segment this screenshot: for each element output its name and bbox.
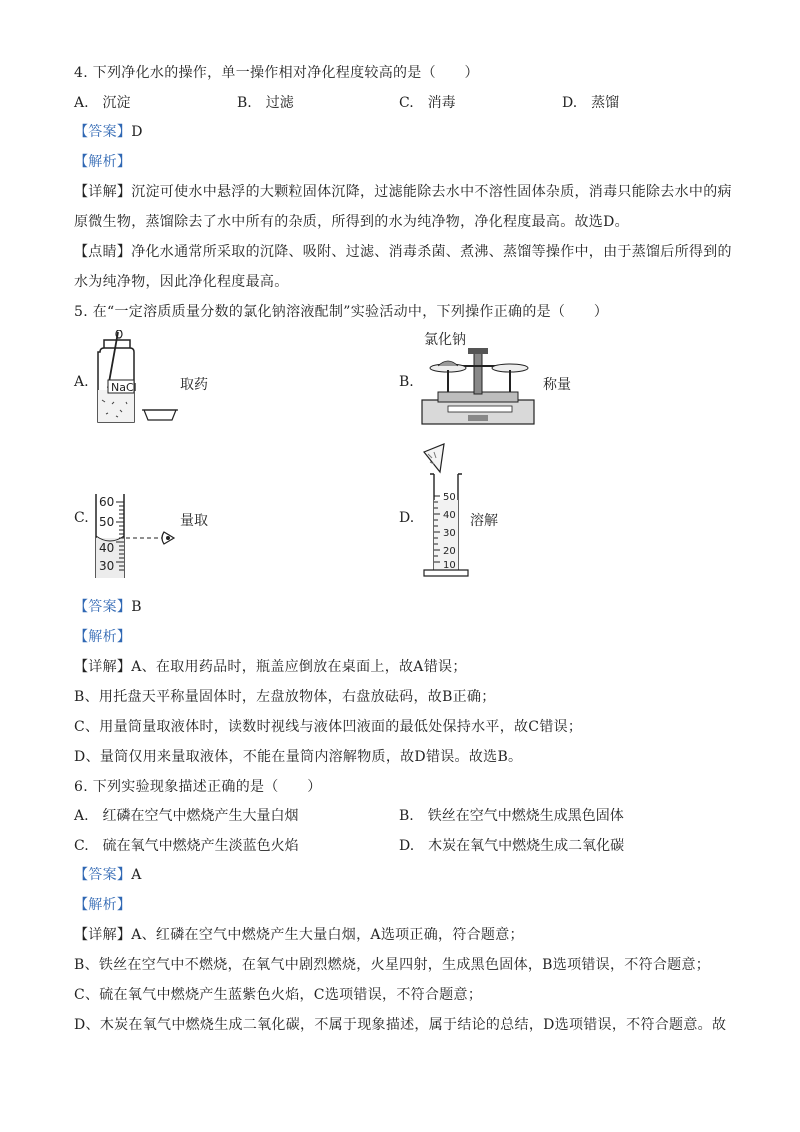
q4-option-a: A. 沉淀 (74, 95, 131, 111)
q5-analysis-tag: 【解析】 (74, 629, 132, 645)
q4-answer: D (131, 124, 143, 140)
q6-answer: A (131, 867, 142, 883)
q5-detail-line3: C、用量筒量取液体时，读数时视线与液体凹液面的最低处保持水平，故C错误； (74, 719, 583, 735)
q6-option-c: C. 硫在氧气中燃烧产生淡蓝色火焰 (74, 838, 299, 854)
graduated-cylinder-reading-figure (90, 492, 190, 580)
balance-figure (418, 330, 538, 430)
q6-option-a: A. 红磷在空气中燃烧产生大量白烟 (74, 808, 299, 824)
cyl-d-tick-30: 30 (443, 528, 456, 539)
answer-tag: 【答案】 (74, 124, 132, 140)
answer-tag: 【答案】 (74, 867, 132, 883)
q6-option-d: D. 木炭在氧气中燃烧生成二氧化碳 (399, 838, 625, 854)
cyl-d-tick-50: 50 (443, 492, 456, 503)
bottle-label: NaCl (111, 381, 137, 394)
fig-a-letter: A. (74, 374, 89, 390)
detail-tag: 【详解】 (74, 927, 132, 943)
fig-a-label: 取药 (180, 377, 208, 393)
fig-b-label: 称量 (543, 377, 571, 393)
q6-detail-line3: C、硫在氧气中燃烧产生蓝紫色火焰，C选项错误，不符合题意； (74, 987, 483, 1003)
tip-tag: 【点睛】 (74, 244, 132, 260)
q5-stem: 5. 在“一定溶质质量分数的氯化钠溶液配制”实验活动中，下列操作正确的是（ ） (74, 304, 609, 320)
cyl-c-tick-50: 50 (99, 515, 115, 529)
q6-detail-line4: D、木炭在氧气中燃烧生成二氧化碳，不属于现象描述，属于结论的总结，D选项错误，不符合题意。故 (74, 1017, 727, 1033)
q5-detail-line4: D、量筒仅用来量取液体，不能在量筒内溶解物质，故D错误。故选B。 (74, 749, 523, 765)
q6-answer-line (74, 866, 142, 884)
q6-analysis-tag: 【解析】 (74, 897, 132, 913)
fig-c-letter: C. (74, 510, 89, 526)
fig-d-label: 溶解 (470, 513, 498, 529)
q4-tip-line1 (74, 243, 732, 261)
cyl-c-tick-30: 30 (99, 559, 115, 573)
q4-answer-line (74, 123, 143, 141)
q4-tip-text1: 净化水通常所采取的沉降、吸附、过滤、消毒杀菌、煮沸、蒸馏等操作中，由于蒸馏后所得到的 (131, 244, 732, 260)
q5-detail-line2: B、用托盘天平称量固体时，左盘放物体，右盘放砝码，故B正确； (74, 689, 496, 705)
q6-stem: 6. 下列实验现象描述正确的是（ ） (74, 779, 322, 795)
q5-answer-line (74, 598, 142, 616)
q5-answer: B (131, 599, 142, 615)
q4-tip-line2: 水为纯净物，因此净化程度最高。 (74, 274, 289, 290)
answer-tag: 【答案】 (74, 599, 132, 615)
q4-option-c: C. 消毒 (399, 95, 456, 111)
fig-b-letter: B. (399, 374, 414, 390)
q4-analysis-tag: 【解析】 (74, 154, 132, 170)
q4-detail-text1: 沉淀可使水中悬浮的大颗粒固体沉降，过滤能除去水中不溶性固体杂质，消毒只能除去水中的病 (131, 184, 732, 200)
q4-option-b: B. 过滤 (237, 95, 294, 111)
fig-c-label: 量取 (180, 513, 208, 529)
q4-detail-line2: 原微生物，蒸馏除去了水中所有的杂质，所得到的水为纯净物，净化程度最高。故选D。 (74, 214, 629, 230)
q6-option-b: B. 铁丝在空气中燃烧生成黑色固体 (399, 808, 624, 824)
cyl-d-tick-40: 40 (443, 510, 456, 521)
q5-detail-text1: A、在取用药品时，瓶盖应倒放在桌面上，故A错误； (131, 659, 467, 675)
detail-tag: 【详解】 (74, 659, 132, 675)
detail-tag: 【详解】 (74, 184, 132, 200)
q6-detail-line2: B、铁丝在空气中不燃烧，在氧气中剧烈燃烧，火星四射，生成黑色固体，B选项错误，不符合题意； (74, 957, 711, 973)
q4-stem: 4. 下列净化水的操作，单一操作相对净化程度较高的是（ ） (74, 65, 479, 81)
q5-detail-line1 (74, 658, 467, 676)
fig-d-letter: D. (399, 510, 415, 526)
q6-detail-line1 (74, 926, 524, 944)
cyl-c-tick-40: 40 (99, 541, 115, 555)
cyl-c-tick-60: 60 (99, 495, 115, 509)
cyl-d-tick-10: 10 (443, 560, 456, 571)
cyl-d-tick-20: 20 (443, 546, 456, 557)
balance-top-text: 氯化钠 (424, 332, 466, 348)
q6-detail-text1: A、红磷在空气中燃烧产生大量白烟，A选项正确，符合题意； (131, 927, 524, 943)
q4-detail-line1 (74, 183, 732, 201)
q4-option-d: D. 蒸馏 (562, 95, 620, 111)
